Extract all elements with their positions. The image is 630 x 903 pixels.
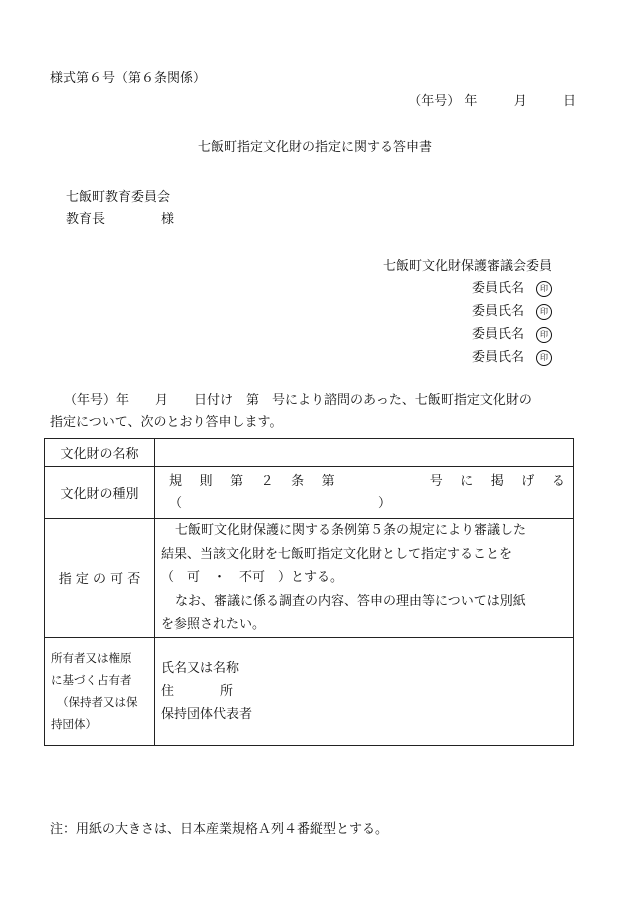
honorific: 様 (161, 212, 175, 227)
member-label: 委員氏名 (471, 327, 524, 342)
owner-label: 所有者又は権原 に基づく占有者 （保持者又は保 持団体） (45, 637, 155, 745)
owner-name-field: 氏名又は名称 (161, 660, 240, 676)
addressee-org: 七飯町教育委員会 (66, 190, 171, 205)
date-era: （年号） (408, 94, 461, 109)
date-month: 月 (513, 94, 527, 109)
body-line-1: （年号）年 月 日付け 第 号により諮問のあった、七飯町指定文化財の (64, 393, 532, 408)
member-label: 委員氏名 (471, 304, 524, 319)
owner-address-field: 住 所 (161, 683, 233, 699)
addressee-title: 教育長 (66, 212, 106, 227)
row-name (45, 439, 574, 467)
council-name: 七飯町文化財保護審議会委員 (382, 259, 552, 274)
member-line (472, 323, 552, 343)
form-number: 様式第６号（第６条関係） (50, 71, 207, 86)
addressee-person (66, 208, 174, 227)
date-line (408, 90, 576, 109)
seal-icon: 印 (536, 304, 552, 320)
type-line-1: 規 則 第 ２ 条 第 号 に 掲 げ る (169, 473, 565, 489)
approval-label: 指 定 の 可 否 (45, 519, 155, 638)
body-paragraph (50, 390, 580, 434)
date-day: 日 (562, 94, 576, 109)
report-table (44, 438, 574, 746)
seal-icon: 印 (536, 327, 552, 343)
member-line (472, 300, 552, 320)
owner-value (155, 637, 574, 745)
type-label: 文化財の種別 (45, 467, 155, 519)
seal-icon: 印 (536, 350, 552, 366)
member-line (472, 346, 552, 366)
date-year: 年 (464, 94, 478, 109)
member-label: 委員氏名 (471, 350, 524, 365)
row-owner (45, 637, 574, 745)
member-label: 委員氏名 (471, 281, 524, 296)
body-line-2: 指定について、次のとおり答申します。 (50, 415, 283, 430)
type-value (155, 467, 574, 519)
row-type (45, 467, 574, 519)
owner-representative-field: 保持団体代表者 (161, 706, 253, 722)
seal-icon: 印 (536, 281, 552, 297)
row-approval (45, 519, 574, 638)
footnote: 注：用紙の大きさは、日本産業規格Ａ列４番縦型とする。 (50, 822, 389, 837)
member-line (472, 277, 552, 297)
type-line-2: （ ） (169, 495, 392, 511)
approval-value: 七飯町文化財保護に関する条例第５条の規定により審議した 結果、当該文化財を七飯町指定文化財として指定することを （ 可 ・ 不可 ）とする。 なお、審議に係る調査の内容、答申の理由等については別紙 を参照されたい。 (155, 519, 574, 638)
name-label: 文化財の名称 (45, 439, 155, 467)
document-title: 七飯町指定文化財の指定に関する答申書 (197, 140, 432, 155)
name-value (155, 439, 574, 467)
